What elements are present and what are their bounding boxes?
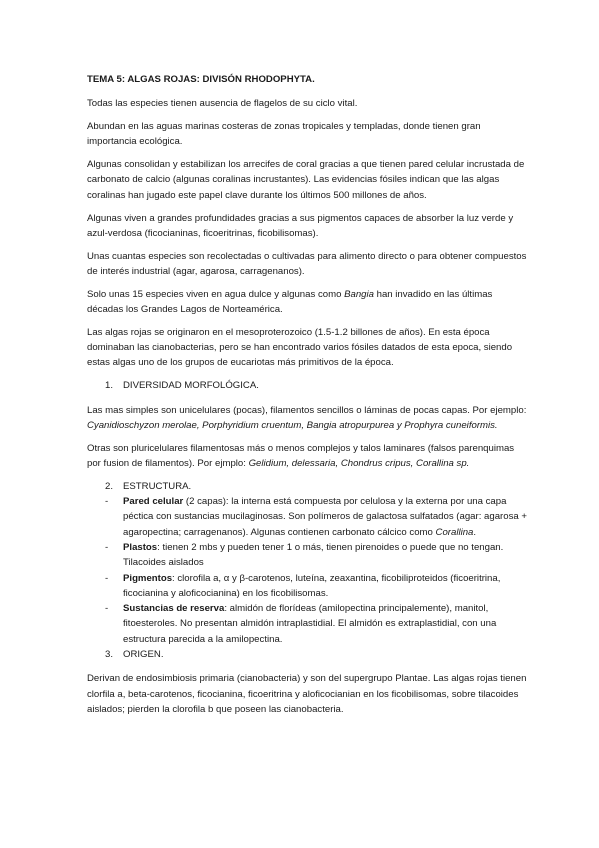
species-list: Cyanidioschyzon merolae, Porphyridium cruentum, Bangia atropurpurea y Prophyra cuneiformis. [87,419,498,431]
section-number: 1. [105,380,114,392]
bullet-text: : clorofila a, α y β-carotenos, luteína, zeaxantina, ficobiliproteidos (ficoeritrina, ficocianina y aloficocianina) en los ficobilisomas. [123,572,501,599]
bullet-tail: . [473,526,477,538]
document-body [87,72,527,725]
section-label: ESTRUCTURA. [123,480,192,492]
bullet-dash: - [105,541,109,553]
bullet-item [87,494,527,540]
bullet-term: Pared celular [123,496,184,508]
section-number: 2. [105,480,114,492]
paragraph-freshwater [87,287,527,318]
text-run: Solo unas 15 especies viven en agua dulce y algunas como [87,288,345,300]
bullet-item [87,540,527,571]
bullet-item [87,571,527,602]
paragraph-habitat: Abundan en las aguas marinas costeras de zonas tropicales y templadas, donde tienen gran importancia ecológica. [87,121,481,148]
bullet-term: Plastos [123,541,158,553]
paragraph-complex-forms [87,441,527,472]
section-label: ORIGEN. [123,649,164,660]
text-run: han invadido en las últimas décadas los Grandes Lagos de Norteamérica. [87,288,493,316]
bullet-dash: - [105,572,109,584]
bullet-italic: Corallina [435,526,474,538]
bullet-term: Pigmentos [123,572,173,584]
bullet-text: : almidón de florídeas (amilopectina principalemente), manitol, fitoesteroles. No presentan almidón intraplastidial. El almidón es extraplastidial, con una estructura parecida a la amilopectina. [123,603,497,645]
species-list: Gelidium, delessaria, Chondrus cripus, Corallina sp. [248,457,470,469]
bullet-dash: - [105,496,109,508]
section-heading-diversity [87,378,527,393]
bullet-term: Sustancias de reserva [123,603,225,615]
text-run: Otras son pluricelulares filamentosas más o menos complejos y talos laminares (falsos parenquimas por fusion de filamentos). Por ejmplo: [87,442,515,469]
paragraph-origin-time: Las algas rojas se originaron en el mesoproterozoico (1.5-1.2 billones de años). En esta época dominaban las cianobacterias, pero se han encontrado varios fósiles datados de esta epoca, siendo estas algas uno de los grupos de eucariotas más primitivos de la época. [87,326,513,369]
section-heading-structure [87,479,527,494]
species-name: Bangia [344,288,374,300]
paragraph-endosymbiosis: Derivan de endosimbiosis primaria (cianobacteria) y son del supergrupo Plantae. Las algas rojas tienen clorfila a, beta-carotenos, ficocianina, ficoeritrina y aloficocianian en los ficobilisomas, sobre tilacoides aislados; pierden la clorofila b que poseen las cianobacteria. [87,673,527,715]
paragraph-depth: Algunas viven a grandes profundidades gracias a sus pigmentos capaces de absorber la luz verde y azul-verdosa (ficocianinas, ficoeritrinas, ficobilisomas). [87,212,514,239]
bullet-text: : tienen 2 mbs y pueden tener 1 o más, tienen pirenoides o puede que no tengan. Tilacoides aislados [123,541,504,569]
page-title: TEMA 5: ALGAS ROJAS: DIVISÓN RHODOPHYTA. [87,74,315,85]
bullet-item [87,601,527,647]
bullet-dash: - [105,603,109,615]
section-number: 3. [105,649,114,660]
paragraph-flagella: Todas las especies tienen ausencia de flagelos de su ciclo vital. [87,98,358,110]
paragraph-reefs: Algunas consolidan y estabilizan los arrecifes de coral gracias a que tienen pared celular incrustada de carbonato de calcio (algunas coralinas incrustantes). Las evidencias fósiles indican que las algas coralinas han jugado este papel clave durante los últimos 500 millones de años. [87,159,525,201]
text-run: Las mas simples son unicelulares (pocas), filamentos sencillos o láminas de pocas capas. Por ejemplo: [87,404,527,416]
paragraph-simple-forms [87,403,527,434]
bullet-text: (2 capas): la interna está compuesta por celulosa y la externa por una capa péctica con sustancias mucilaginosas. Son polímeros de galactosa sulfatados (agar: agarosa + agaropectina; carragenanos). Algunas contienen carbonato cálcico como [123,496,527,538]
paragraph-uses: Unas cuantas especies son recolectadas o cultivadas para alimento directo o para obtener compuestos de interés industrial (agar, agarosa, carragenanos). [87,250,527,277]
section-label: DIVERSIDAD MORFOLÓGICA. [123,380,259,392]
section-heading-origin [87,647,527,662]
